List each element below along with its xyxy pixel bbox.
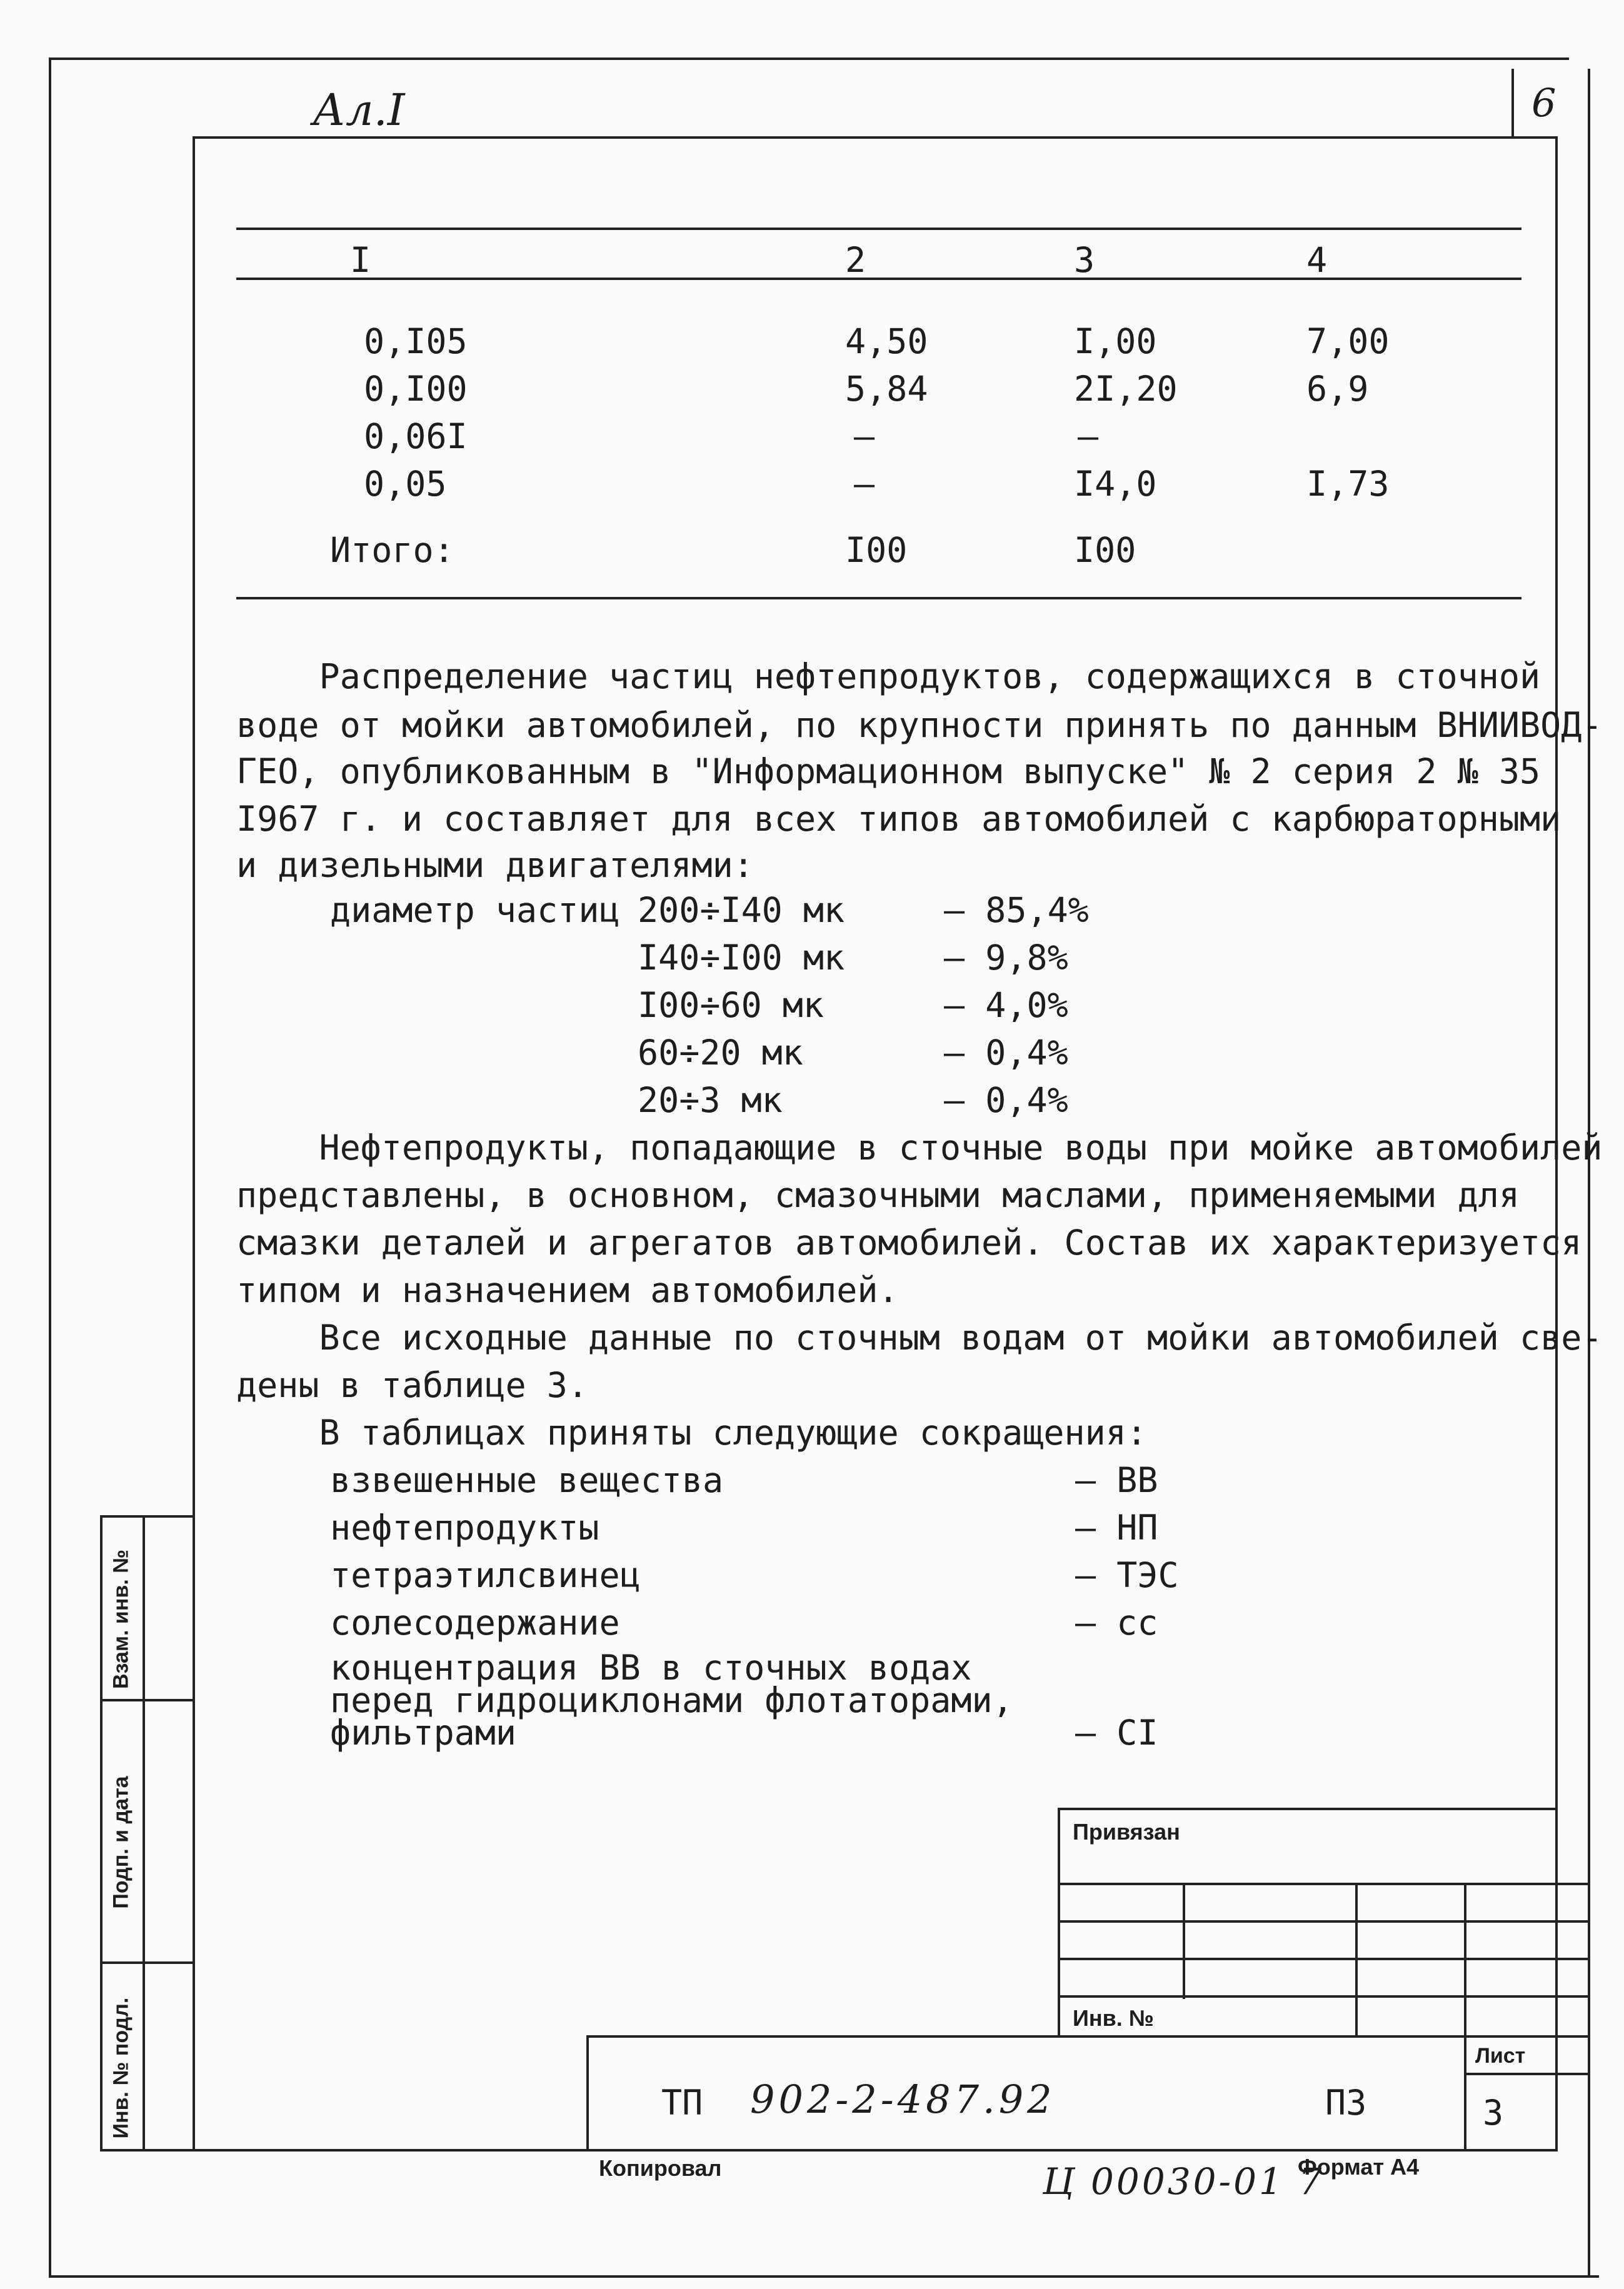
title-block-row <box>1058 1958 1588 1960</box>
format-label: Формат А4 <box>1298 2154 1420 2180</box>
diameter-range: 200÷I40 мк <box>638 890 845 930</box>
diameter-value: – 0,4% <box>944 1033 1068 1073</box>
abbr-term: солесодержание <box>330 1603 620 1643</box>
table-bottom-rule <box>236 597 1521 599</box>
table-cell: I4,0 <box>1074 464 1157 504</box>
paragraph-line: I967 г. и составляет для всех типов автомобилей с карбюраторными <box>236 799 1561 839</box>
table-header-col1: I <box>350 240 371 280</box>
diameter-range: 60÷20 мк <box>638 1033 803 1073</box>
abbr-term: фильтрами <box>330 1713 517 1753</box>
paragraph-line: смазки деталей и агрегатов автомобилей. Состав их характеризуется <box>236 1223 1582 1263</box>
diameter-range: I00÷60 мк <box>638 985 825 1025</box>
paragraph-line: типом и назначением автомобилей. <box>236 1270 899 1310</box>
table-cell: I,73 <box>1306 464 1390 504</box>
paragraph-line: В таблицах приняты следующие сокращения: <box>236 1413 1147 1453</box>
table-cell: 0,I05 <box>364 321 468 361</box>
diameter-value: – 4,0% <box>944 985 1068 1025</box>
paragraph-line: Распределение частиц нефтепродуктов, содержащихся в сточной <box>236 656 1541 696</box>
top-frame-line <box>49 58 1569 60</box>
abbr-term: перед гидроциклонами флотаторами, <box>330 1680 1013 1720</box>
table-header-col2: 2 <box>845 240 866 280</box>
paragraph-line: дены в таблице 3. <box>236 1365 588 1405</box>
table-top-rule <box>236 228 1521 230</box>
bottom-frame-line <box>49 2275 1599 2278</box>
copied-label: Копировал <box>599 2155 722 2181</box>
table-header-rule <box>236 278 1521 280</box>
table-cell: 0,05 <box>364 464 447 504</box>
abbr-term: тетраэтилсвинец <box>330 1555 641 1595</box>
table-cell: 2I,20 <box>1074 369 1178 409</box>
title-block-top <box>1058 1808 1558 1810</box>
attached-label: Привязан <box>1073 1819 1180 1845</box>
abbr-value: – ВВ <box>1075 1460 1158 1500</box>
table-cell: 4,50 <box>845 321 928 361</box>
paragraph-line: и дизельными двигателями: <box>236 845 754 885</box>
paragraph-line: воде от мойки автомобилей, по крупности принять по данным ВНИИВОД- <box>236 705 1603 745</box>
diameter-value: – 0,4% <box>944 1080 1068 1120</box>
diameter-label: диаметр частиц <box>330 890 620 930</box>
title-block-row <box>1058 1995 1588 1998</box>
sheet-label-rule <box>1464 2073 1588 2075</box>
side-stamp-field: Инв. № подл. <box>109 1997 133 2139</box>
table-header-col3: 3 <box>1074 240 1095 280</box>
table-cell: – <box>1078 416 1099 456</box>
inner-left-line <box>193 136 195 2149</box>
title-block-row <box>1058 1883 1588 1885</box>
diameter-range: I40÷I00 мк <box>638 938 845 978</box>
title-block-main-left <box>586 2035 589 2150</box>
table-cell: I,00 <box>1074 321 1157 361</box>
table-header-col4: 4 <box>1306 240 1328 280</box>
abbr-value: – НП <box>1075 1508 1158 1548</box>
table-cell: I00 <box>845 530 908 570</box>
page-box-right <box>1588 69 1590 2275</box>
table-cell: 7,00 <box>1306 321 1390 361</box>
title-block-main-top <box>588 2035 1588 2038</box>
paragraph-line: представлены, в основном, смазочными маслами, применяемыми для <box>236 1175 1520 1215</box>
side-stamp-sep <box>100 1961 194 1964</box>
paragraph-line: ГЕО, опубликованным в "Информационном выпуске" № 2 серия 2 № 35 <box>236 751 1541 791</box>
title-block-col <box>1355 1883 1358 2036</box>
side-stamp-top <box>100 1515 194 1518</box>
table-cell: Итого: <box>330 530 454 570</box>
doc-code: 902-2-487.92 <box>750 2076 1056 2122</box>
page-number: 6 <box>1531 80 1556 126</box>
inner-top-line <box>194 136 1558 139</box>
title-block-col <box>1183 1883 1185 1999</box>
title-block-row <box>1058 1920 1588 1923</box>
abbr-term: взвешенные вещества <box>330 1460 724 1500</box>
doc-type: ПЗ <box>1325 2083 1367 2123</box>
side-stamp-field: Подп. и дата <box>109 1776 133 1909</box>
table-cell: 0,06I <box>364 416 468 456</box>
table-cell: 5,84 <box>845 369 928 409</box>
footer-code: Ц 00030-01 7 <box>1043 2160 1325 2203</box>
diameter-value: – 9,8% <box>944 938 1068 978</box>
diameter-range: 20÷3 мк <box>638 1080 783 1120</box>
side-stamp-left <box>100 1515 103 2150</box>
doc-prefix: ТП <box>661 2083 703 2123</box>
abbr-term: нефтепродукты <box>330 1508 599 1548</box>
table-cell: I00 <box>1074 530 1136 570</box>
page-box-left <box>1511 69 1514 138</box>
inv-no-label: Инв. № <box>1073 2005 1154 2031</box>
abbr-value: – сс <box>1075 1603 1158 1643</box>
paragraph-line: Все исходные данные по сточным водам от мойки автомобилей све- <box>236 1318 1603 1358</box>
table-cell: 0,I00 <box>364 369 468 409</box>
sheet-label: Лист <box>1475 2044 1526 2068</box>
table-cell: – <box>854 464 875 504</box>
inner-bottom-line <box>100 2149 1558 2151</box>
title-block-col <box>1464 1883 1466 2150</box>
left-frame-line <box>49 58 51 2276</box>
album-label: Ал.I <box>313 84 405 136</box>
side-stamp-mid <box>143 1515 145 2150</box>
abbr-value: – ТЭС <box>1075 1555 1179 1595</box>
abbr-term: концентрация ВВ в сточных водах <box>330 1648 972 1688</box>
side-stamp-field: Взам. инв. № <box>109 1549 133 1690</box>
table-cell: – <box>854 416 875 456</box>
abbr-value: – CI <box>1075 1713 1158 1753</box>
sheet-number: 3 <box>1483 2093 1504 2133</box>
diameter-value: – 85,4% <box>944 890 1089 930</box>
paragraph-line: Нефтепродукты, попадающие в сточные воды при мойке автомобилей <box>236 1128 1603 1168</box>
table-cell: 6,9 <box>1306 369 1369 409</box>
